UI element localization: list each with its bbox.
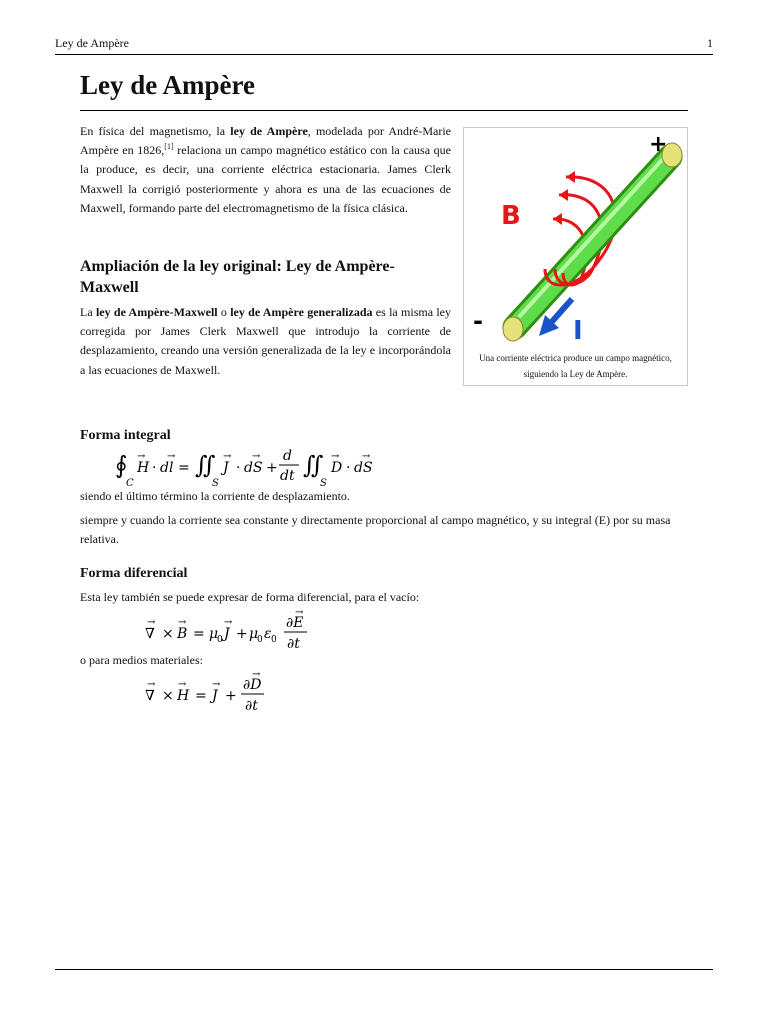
- label-b: B: [501, 201, 521, 231]
- heading-forma-integral: Forma integral: [80, 428, 171, 443]
- ampere-maxwell-paragraph: La ley de Ampère-Maxwell o ley de Ampère generalizada es la misma ley corregida por James Clerk Maxwell que introdujo la corriente de desplazamiento, creando una versión generalizada de la ley e incorporándola a las ecuaciones de Maxwell.: [80, 305, 452, 377]
- svg-text:·: ·: [152, 460, 157, 476]
- integral-equation: [115, 446, 385, 490]
- differential-equation-vacuum: [145, 610, 325, 652]
- svg-text:=: =: [195, 688, 207, 704]
- svg-text:S: S: [320, 478, 327, 489]
- svg-text:H: H: [137, 460, 150, 476]
- differential-middle: o para medios materiales:: [80, 653, 203, 667]
- svg-text:→: →: [362, 451, 371, 462]
- svg-text:→: →: [137, 451, 146, 462]
- svg-text:→: →: [252, 451, 261, 462]
- svg-text:∂t: ∂t: [245, 698, 258, 714]
- footer-rule: [55, 969, 713, 970]
- svg-text:→: →: [223, 451, 232, 462]
- svg-text:=: =: [178, 460, 190, 476]
- label-minus: -: [473, 307, 483, 335]
- differential-equation-materials: [145, 672, 275, 716]
- svg-text:∬: ∬: [303, 451, 324, 479]
- integral-note-1: siendo el último término la corriente de desplazamiento.: [80, 489, 350, 503]
- svg-text:ε: ε: [264, 626, 272, 642]
- svg-text:·: ·: [236, 460, 241, 476]
- svg-text:∇: ∇: [145, 626, 155, 642]
- svg-text:0: 0: [271, 635, 277, 645]
- integral-note-2: siempre y cuando la corriente sea constante y directamente proporcional al campo magnético, y su integral (E) por su masa relativa.: [80, 513, 671, 546]
- svg-text:C: C: [126, 478, 134, 489]
- svg-text:→: →: [331, 451, 340, 462]
- svg-text:∂E: ∂E: [286, 615, 304, 631]
- intro-paragraph: En física del magnetismo, la ley de Ampère, modelada por André-Marie Ampère en 1826,[1] relaciona un campo magnético estático con la causa que la produce, es decir, una corriente eléctrica estacionaria. James Clerk Maxwell la corrigió posteriormente y ahora es una de las ecuaciones de Maxwell, formando parte del electromagnetismo de la física clásica.: [80, 124, 451, 215]
- svg-text:+: +: [266, 460, 278, 476]
- svg-text:J: J: [224, 626, 230, 642]
- heading-forma-diferencial: Forma diferencial: [80, 566, 188, 581]
- svg-text:→: →: [147, 679, 156, 690]
- svg-text:∂D: ∂D: [243, 677, 262, 693]
- reference-1[interactable]: [1]: [164, 142, 174, 152]
- svg-text:→: →: [178, 617, 187, 628]
- svg-text:μ: μ: [209, 626, 219, 642]
- svg-text:∬: ∬: [195, 451, 216, 479]
- figure-wire-magnetic-field: [463, 127, 688, 386]
- svg-text:∮: ∮: [115, 451, 128, 479]
- page-title: Ley de Ampère: [80, 70, 255, 100]
- svg-text:J: J: [212, 688, 218, 704]
- svg-text:+: +: [236, 626, 248, 642]
- svg-text:×: ×: [162, 626, 174, 642]
- svg-text:→: →: [212, 679, 221, 690]
- svg-text:→: →: [224, 617, 233, 628]
- label-plus: +: [649, 132, 668, 157]
- differential-intro: Esta ley también se puede expresar de forma diferencial, para el vacío:: [80, 590, 420, 604]
- svg-text:0: 0: [257, 635, 263, 645]
- svg-text:×: ×: [162, 688, 174, 704]
- running-header: [55, 36, 713, 55]
- svg-text:→: →: [178, 679, 187, 690]
- svg-text:→: →: [252, 672, 261, 680]
- svg-text:dt: dt: [280, 468, 295, 484]
- svg-text:∂t: ∂t: [287, 636, 300, 652]
- svg-text:→: →: [295, 610, 304, 618]
- svg-text:dS: dS: [244, 460, 263, 476]
- page-number: 1: [707, 36, 713, 50]
- svg-text:μ: μ: [249, 626, 259, 642]
- term-ley-de-ampere: ley de Ampère: [230, 124, 308, 138]
- wire-field-illustration: [465, 129, 686, 349]
- svg-text:dl: dl: [160, 460, 174, 476]
- title-rule: [80, 110, 688, 111]
- svg-text:d: d: [283, 448, 292, 464]
- svg-text:dS: dS: [354, 460, 373, 476]
- svg-text:=: =: [193, 626, 205, 642]
- running-header-title: Ley de Ampère: [55, 36, 129, 50]
- svg-text:0: 0: [217, 635, 223, 645]
- figure-caption: Una corriente eléctrica produce un campo magnético, siguiendo la Ley de Ampère.: [479, 353, 672, 379]
- svg-text:B: B: [177, 626, 188, 642]
- svg-text:→: →: [147, 617, 156, 628]
- svg-text:+: +: [225, 688, 237, 704]
- svg-text:·: ·: [346, 460, 351, 476]
- svg-text:S: S: [212, 478, 219, 489]
- svg-text:H: H: [177, 688, 190, 704]
- svg-text:∇: ∇: [145, 688, 155, 704]
- svg-text:D: D: [331, 460, 343, 476]
- section-heading-ampere-maxwell: Ampliación de la ley original: Ley de Ampère-Maxwell: [80, 258, 395, 296]
- label-i: I: [573, 316, 583, 346]
- svg-text:J: J: [223, 460, 229, 476]
- svg-text:→: →: [167, 451, 176, 462]
